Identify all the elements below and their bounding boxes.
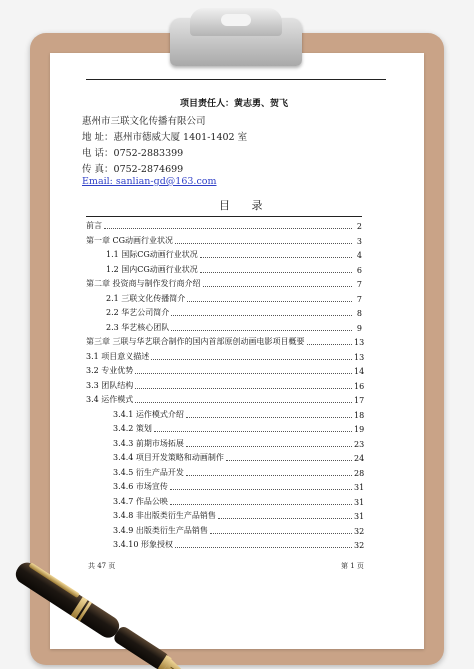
toc-entry-page: 3 <box>356 236 362 246</box>
toc-entry[interactable] <box>86 333 365 347</box>
toc-entry[interactable] <box>106 246 362 260</box>
toc-entry-page: 19 <box>354 425 365 434</box>
toc-entry-page: 32 <box>354 526 365 536</box>
toc-entry[interactable] <box>86 362 365 376</box>
toc-entry[interactable] <box>113 406 365 420</box>
toc-entry-label: 3.4.8 非出版类衍生产品销售 <box>113 511 216 520</box>
fountain-pen-image <box>0 520 240 669</box>
toc-leader-dots <box>203 286 352 287</box>
toc-entry-page: 18 <box>354 410 365 420</box>
toc-leader-dots <box>171 315 352 316</box>
toc-entry-page: 23 <box>354 439 365 449</box>
toc-leader-dots <box>170 489 352 490</box>
clipboard-clip-hole <box>221 14 251 26</box>
toc-entry-label: 3.4.10 形象授权 <box>113 540 173 549</box>
toc-entry-label: 3.4.1 运作模式介绍 <box>113 409 184 419</box>
company-fax: 传 真：0752-2874699 <box>82 164 184 175</box>
toc-entry[interactable] <box>86 217 362 231</box>
toc-entry-label: 前言 <box>86 221 102 230</box>
toc-entry-label: 3.4 运作模式 <box>86 395 134 404</box>
toc-leader-dots <box>186 417 352 418</box>
toc-entry[interactable] <box>113 478 365 492</box>
toc-entry[interactable] <box>86 348 365 362</box>
toc-entry-label: 3.4.4 项目开发策略和动画制作 <box>113 453 224 462</box>
toc-entry[interactable] <box>113 464 365 478</box>
toc-leader-dots <box>170 504 352 505</box>
toc-leader-dots <box>175 243 352 244</box>
toc-entry[interactable] <box>86 275 362 289</box>
toc-leader-dots <box>135 388 352 389</box>
company-email-link[interactable]: Email: sanlian-gd@163.com <box>82 176 217 187</box>
toc-entry-page: 14 <box>354 367 365 376</box>
company-address: 地 址：惠州市德威大厦 1401-1402 室 <box>82 132 248 143</box>
toc-entry-label: 3.4.9 出版类衍生产品销售 <box>113 525 208 535</box>
toc-entry[interactable] <box>113 435 365 449</box>
toc-entry-label: 2.1 三联文化传播简介 <box>106 293 186 303</box>
toc-leader-dots <box>151 359 352 360</box>
toc-entry-page: 31 <box>354 512 365 521</box>
toc-entry-label: 1.2 国内CG动画行业状况 <box>106 264 198 274</box>
toc-leader-dots <box>200 257 352 258</box>
toc-entry-page: 32 <box>354 541 365 550</box>
toc-entry-label: 第二章 投资商与制作发行商介绍 <box>86 279 201 288</box>
toc-leader-dots <box>307 344 352 345</box>
toc-entry-label: 第一章 CG动画行业状况 <box>86 235 174 245</box>
toc-entry-label: 3.4.6 市场宣传 <box>113 482 168 491</box>
toc-entry[interactable] <box>106 319 362 333</box>
toc-entry-page: 31 <box>354 497 365 507</box>
toc-entry-page: 9 <box>356 323 362 333</box>
toc-leader-dots <box>154 431 352 432</box>
toc-leader-dots <box>171 330 352 331</box>
company-name: 惠州市三联文化传播有限公司 <box>82 116 206 127</box>
toc-entry-page: 17 <box>354 396 365 405</box>
toc-entry-page: 6 <box>356 265 362 275</box>
toc-entry[interactable] <box>86 377 365 391</box>
toc-entry[interactable] <box>113 420 365 434</box>
page-total: 共 47 页 <box>88 562 116 570</box>
toc-leader-dots <box>187 301 352 302</box>
toc-entry-page: 7 <box>356 294 362 304</box>
toc-entry[interactable] <box>86 232 362 246</box>
toc-leader-dots <box>218 518 352 519</box>
toc-entry-label: 3.4.5 衍生产品开发 <box>113 467 184 477</box>
toc-entry-label: 2.3 华艺核心团队 <box>106 322 170 332</box>
toc-entry-label: 3.4.7 作品公映 <box>113 496 168 506</box>
toc-entry-page: 16 <box>354 381 365 391</box>
project-manager-line: 项目责任人：黄志勇、贺飞 <box>180 99 289 109</box>
toc-entry[interactable] <box>113 493 365 507</box>
toc-entry-page: 2 <box>356 222 362 231</box>
header-rule <box>86 79 386 80</box>
toc-leader-dots <box>200 272 352 273</box>
page-number: 第 1 页 <box>341 562 364 570</box>
toc-leader-dots <box>104 228 352 229</box>
toc-leader-dots <box>135 373 352 374</box>
toc-entry-page: 4 <box>356 251 362 260</box>
toc-entry[interactable] <box>106 290 362 304</box>
toc-leader-dots <box>135 402 352 403</box>
toc-entry-page: 8 <box>356 309 362 318</box>
toc-entry-label: 3.2 专业优势 <box>86 366 134 375</box>
toc-entry-page: 24 <box>354 454 365 463</box>
toc-entry-label: 3.3 团队结构 <box>86 380 134 390</box>
toc-entry-label: 第三章 三联与华艺联合制作的国内首部原创动画电影项目概要 <box>86 337 305 346</box>
toc-leader-dots <box>186 475 352 476</box>
toc-entry[interactable] <box>86 391 365 405</box>
toc-leader-dots <box>186 446 352 447</box>
toc-entry-page: 7 <box>356 280 362 289</box>
toc-entry-label: 3.1 项目意义描述 <box>86 351 150 361</box>
toc-entry-page: 28 <box>354 468 365 478</box>
company-phone: 电 话：0752-2883399 <box>82 148 184 159</box>
toc-entry-label: 3.4.3 前期市场拓展 <box>113 438 184 448</box>
toc-entry[interactable] <box>106 261 362 275</box>
toc-entry[interactable] <box>106 304 362 318</box>
toc-entry[interactable] <box>113 449 365 463</box>
toc-entry[interactable] <box>113 507 365 521</box>
toc-leader-dots <box>226 460 352 461</box>
toc-title: 目 录 <box>219 199 272 212</box>
toc-entry-page: 13 <box>354 352 365 362</box>
toc-entry-label: 1.1 国际CG动画行业状况 <box>106 250 198 259</box>
toc-entry-page: 13 <box>354 338 365 347</box>
toc-entry-label: 2.2 华艺公司简介 <box>106 308 170 317</box>
toc-entry-page: 31 <box>354 483 365 492</box>
toc-entry-label: 3.4.2 策划 <box>113 424 152 433</box>
